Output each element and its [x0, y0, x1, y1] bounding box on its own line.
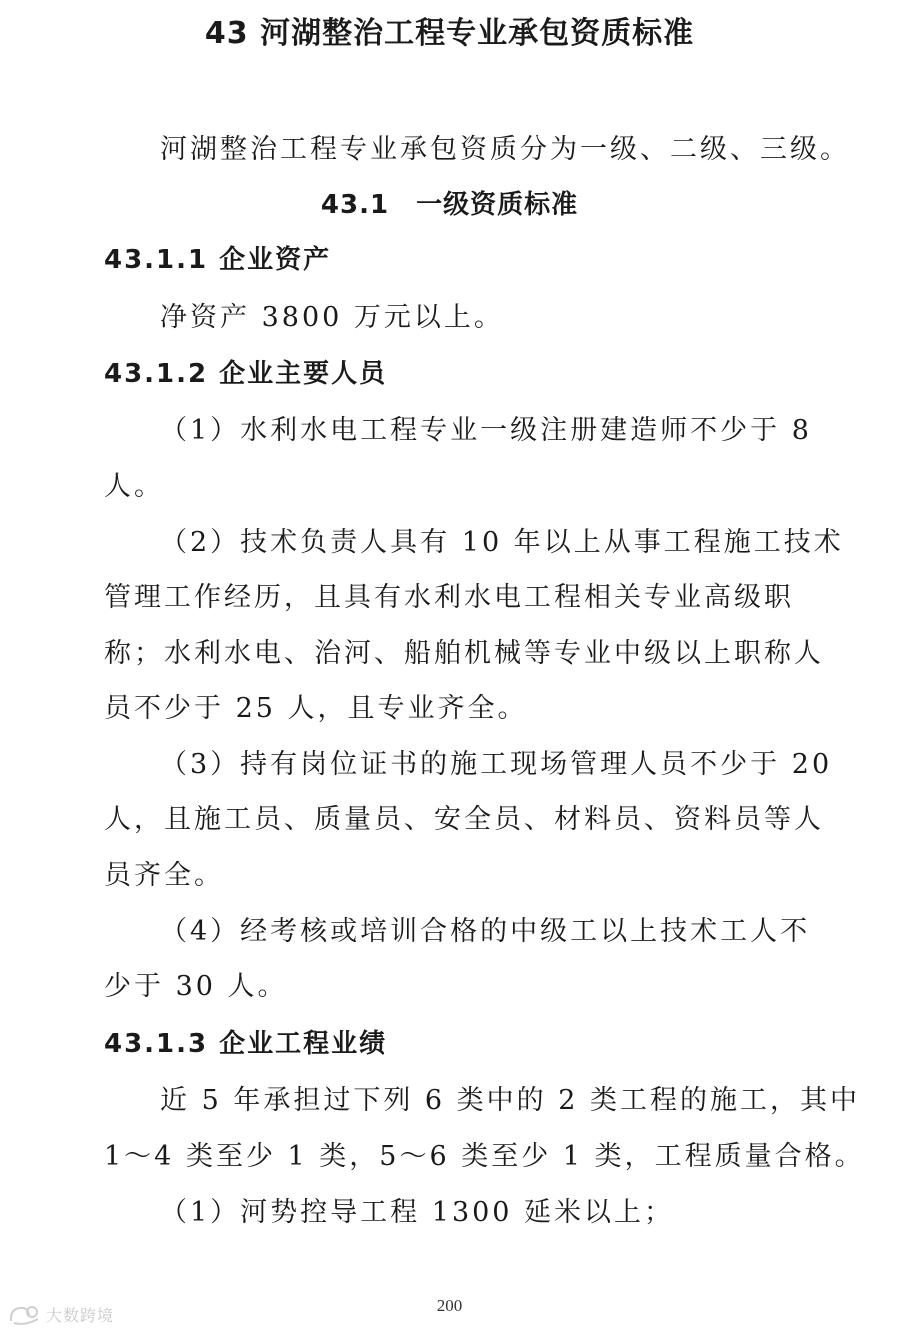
personnel-item-4-line-1: （4）经考核或培训合格的中级工以上技术工人不: [160, 916, 811, 947]
performance-item-1: （1）河势控导工程 1300 延米以上；: [160, 1197, 675, 1228]
personnel-item-2-line-4: 员不少于 25 人，且专业齐全。: [104, 693, 528, 724]
watermark-text: 大数跨境: [46, 1305, 115, 1325]
personnel-item-3-line-2: 人，且施工员、质量员、安全员、材料员、资料员等人: [104, 804, 824, 835]
watermark-logo-icon: [8, 1301, 42, 1327]
personnel-item-1-line-2: 人。: [104, 471, 164, 502]
section-heading: 43.1 一级资质标准: [320, 190, 579, 220]
watermark: [8, 1300, 114, 1328]
performance-text-line-2: 1～4 类至少 1 类，5～6 类至少 1 类，工程质量合格。: [104, 1141, 865, 1172]
page-number: 200: [436, 1296, 463, 1315]
performance-text-line-1: 近 5 年承担过下列 6 类中的 2 类工程的施工，其中: [160, 1085, 861, 1116]
subsection-heading-assets: 43.1.1 企业资产: [104, 245, 332, 275]
subsection-heading-performance: 43.1.3 企业工程业绩: [104, 1029, 388, 1059]
personnel-item-2-line-3: 称；水利水电、治河、船舶机械等专业中级以上职称人: [104, 638, 824, 669]
subsection-heading-personnel: 43.1.2 企业主要人员: [104, 359, 388, 389]
personnel-item-4-line-2: 少于 30 人。: [104, 971, 288, 1002]
personnel-item-1-line-1: （1）水利水电工程专业一级注册建造师不少于 8: [160, 415, 812, 446]
personnel-item-3-line-1: （3）持有岗位证书的施工现场管理人员不少于 20: [160, 749, 833, 780]
page-title: 43 河湖整治工程专业承包资质标准: [204, 16, 695, 51]
personnel-item-2-line-2: 管理工作经历，且具有水利水电工程相关专业高级职: [104, 582, 794, 613]
assets-text: 净资产 3800 万元以上。: [160, 302, 504, 333]
personnel-item-3-line-3: 员齐全。: [104, 860, 224, 891]
intro-paragraph: 河湖整治工程专业承包资质分为一级、二级、三级。: [160, 134, 850, 165]
personnel-item-2-line-1: （2）技术负责人具有 10 年以上从事工程施工技术: [160, 527, 844, 558]
